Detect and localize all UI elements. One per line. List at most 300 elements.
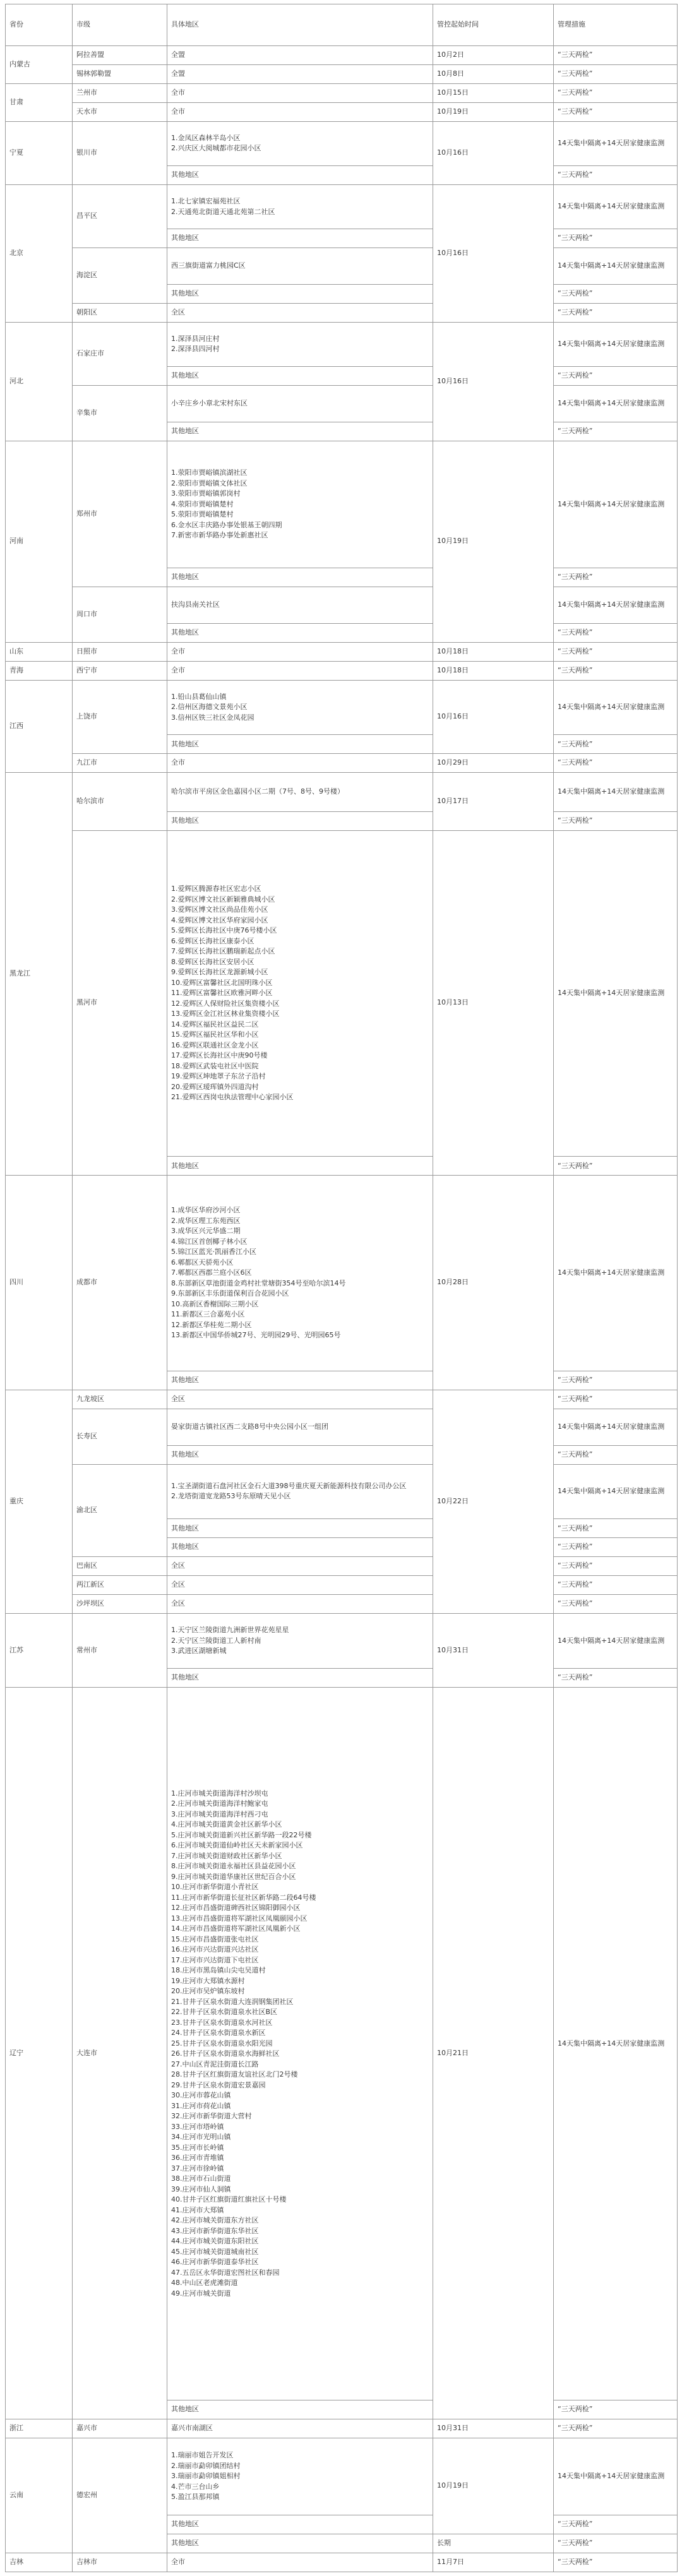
province-cell: 辽宁 <box>6 1687 73 2419</box>
measure-cell: “三天两检” <box>554 2553 678 2572</box>
header-start-time: 管控起始时间 <box>433 4 554 46</box>
measure-cell: “三天两检” <box>554 1668 678 1687</box>
province-cell: 宁夏 <box>6 121 73 184</box>
area-cell <box>167 121 433 165</box>
area-line: 18.爱辉区武装屯社区中医院 <box>171 1061 259 1070</box>
table-row <box>6 83 678 102</box>
area-line: 8.庄河市城关街道永福社区县益花园小区 <box>171 1862 296 1871</box>
area-cell: 其他地区 <box>167 166 433 185</box>
measure-cell: “三天两检” <box>554 735 678 754</box>
table-row <box>6 754 678 773</box>
province-cell: 四川 <box>6 1176 73 1390</box>
measure-cell: “三天两检” <box>554 1538 678 1557</box>
measure-cell: 14天集中隔离+14天居家健康监测 <box>554 587 678 623</box>
area-line: 2.信州区海德文景苑小区 <box>171 703 248 712</box>
area-line: 1.铅山县葛仙山镇 <box>171 692 227 701</box>
city-cell: 沙坪坝区 <box>73 1595 167 1614</box>
area-line: 1.北七家镇宏福苑社区 <box>171 197 241 206</box>
area-line: 15.庄河市昌盛街道张屯社区 <box>171 1935 259 1943</box>
area-line: 48.中山区老虎滩街道 <box>171 2279 238 2287</box>
measure-cell: 14天集中隔离+14天居家健康监测 <box>554 1687 678 2400</box>
measure-cell: “三天两检” <box>554 2419 678 2438</box>
area-line: 2.成华区理工东苑西区 <box>171 1216 241 1225</box>
area-line: 17.爱辉区长海社区中庚90号楼 <box>171 1051 268 1060</box>
area-cell: 全区 <box>167 1557 433 1576</box>
area-line: 34.庄河市光明山镇 <box>171 2133 231 2142</box>
area-line: 13.庄河市昌盛街道将军湖社区凤凰颐园小区 <box>171 1914 308 1923</box>
area-line: 5.爱辉区长海社区中庚76号楼小区 <box>171 926 277 935</box>
area-line: 2.天通苑北街道天通北苑第二社区 <box>171 207 275 216</box>
area-line: 8.爱辉区长海社区安居小区 <box>171 957 254 966</box>
area-line: 44.庄河市城关街道东阳社区 <box>171 2237 259 2246</box>
city-cell: 朝阳区 <box>73 303 167 322</box>
table-row <box>6 1687 678 2400</box>
measure-cell: “三天两检” <box>554 2515 678 2534</box>
table-row <box>6 303 678 322</box>
date-cell: 10月16日 <box>433 184 554 322</box>
area-cell: 其他地区 <box>167 735 433 754</box>
area-line: 1.宝圣湖街道石盘河社区金石大道398号重庆夏天新能源科技有限公司办公区 <box>171 1481 407 1490</box>
measure-cell: “三天两检” <box>554 2534 678 2553</box>
city-cell: 黑河市 <box>73 831 167 1176</box>
area-cell: 全盟 <box>167 46 433 65</box>
area-line: 2.兴庆区大阅城都市花园小区 <box>171 144 261 153</box>
province-cell: 青海 <box>6 661 73 680</box>
area-cell <box>167 1176 433 1371</box>
area-cell: 其他地区 <box>167 1371 433 1390</box>
date-cell: 10月29日 <box>433 754 554 773</box>
date-cell: 10月18日 <box>433 642 554 661</box>
measure-cell: “三天两检” <box>554 642 678 661</box>
measure-cell: 14天集中隔离+14天居家健康监测 <box>554 121 678 165</box>
date-cell: 10月16日 <box>433 680 554 754</box>
area-cell: 其他地区 <box>167 1519 433 1538</box>
city-cell: 德宏州 <box>73 2438 167 2553</box>
province-cell: 河北 <box>6 322 73 441</box>
area-line: 7.郫都区西郡兰庭小区6区 <box>171 1268 252 1277</box>
city-cell: 石家庄市 <box>73 322 167 385</box>
area-line: 5.庄河市城关街道新兴社区新华路一段22号楼 <box>171 1830 312 1839</box>
area-line: 3.信州区铁三社区金凤花园 <box>171 713 254 722</box>
measure-cell: “三天两检” <box>554 422 678 441</box>
area-cell: 全区 <box>167 1595 433 1614</box>
area-line: 32.庄河市新华街道大营村 <box>171 2112 252 2121</box>
area-line: 1.天宁区兰陵街道九洲新世界花苑星星 <box>171 1626 289 1635</box>
area-line: 9.爱辉区长海社区龙源新城小区 <box>171 968 268 977</box>
area-cell: 全区 <box>167 1576 433 1595</box>
area-line: 16.庄河市兴达街道兴达社区 <box>171 1945 259 1954</box>
measure-cell: “三天两检” <box>554 1390 678 1409</box>
table-row <box>6 1595 678 1614</box>
measure-cell: 14天集中隔离+14天居家健康监测 <box>554 1464 678 1519</box>
city-cell: 长寿区 <box>73 1409 167 1464</box>
date-cell: 10月16日 <box>433 322 554 441</box>
area-line: 3.成华区兴元华盛二期 <box>171 1227 241 1236</box>
city-cell: 巴南区 <box>73 1557 167 1576</box>
area-cell <box>167 441 433 568</box>
area-cell: 全市 <box>167 102 433 121</box>
area-cell <box>167 1687 433 2400</box>
measure-cell: “三天两检” <box>554 102 678 121</box>
area-line: 5.荥阳市贾峪镇楚村 <box>171 510 234 519</box>
header-province: 省份 <box>6 4 73 46</box>
measure-cell: 14天集中隔离+14天居家健康监测 <box>554 1176 678 1371</box>
date-cell: 10月19日 <box>433 102 554 121</box>
table-row <box>6 102 678 121</box>
area-line: 7.爱辉区长海社区鹏瑞新起点小区 <box>171 947 275 956</box>
date-cell: 10月19日 <box>433 2438 554 2534</box>
area-line: 7.新密市新华路办事处新惠社区 <box>171 531 268 540</box>
area-cell: 其他地区 <box>167 2534 433 2553</box>
area-line: 20.爱辉区瑷珲镇外四道沟村 <box>171 1082 259 1091</box>
measure-cell: “三天两检” <box>554 1519 678 1538</box>
area-line: 23.甘井子区泉水街道泉水河社区 <box>171 2018 273 2027</box>
date-cell: 10月17日 <box>433 773 554 831</box>
area-cell: 其他地区 <box>167 1157 433 1176</box>
province-cell: 江西 <box>6 680 73 773</box>
table-row <box>6 1464 678 1519</box>
header-measure: 管理措施 <box>554 4 678 46</box>
area-line: 31.庄河市荷花山镇 <box>171 2101 231 2110</box>
area-line: 1.爱辉区腾源春社区宏志小区 <box>171 885 261 893</box>
table-row <box>6 2419 678 2438</box>
area-cell: 其他地区 <box>167 367 433 386</box>
area-line: 37.庄河市徐岭镇 <box>171 2164 224 2173</box>
city-cell: 海淀区 <box>73 248 167 304</box>
area-line: 19.庄河市大郑镇水源村 <box>171 1976 245 1985</box>
measure-cell: 14天集中隔离+14天居家健康监测 <box>554 1409 678 1445</box>
area-line: 47.五岳区永华街道宏图社区和春园 <box>171 2268 280 2277</box>
area-line: 2.深泽县四河村 <box>171 345 220 354</box>
measure-cell: 14天集中隔离+14天居家健康监测 <box>554 248 678 285</box>
area-cell: 其他地区 <box>167 812 433 831</box>
area-line: 12.爱辉区人保财险社区集资楼小区 <box>171 999 280 1008</box>
province-cell: 吉林 <box>6 2553 73 2572</box>
measure-cell: 14天集中隔离+14天居家健康监测 <box>554 385 678 422</box>
measure-cell: “三天两检” <box>554 754 678 773</box>
table-row <box>6 1409 678 1445</box>
area-line: 28.甘井子区红旗街道友谊社区北门2号楼 <box>171 2070 298 2079</box>
area-line: 2.龙塔街道宽龙路53号东原晴天见小区 <box>171 1492 291 1501</box>
date-cell: 10月21日 <box>433 1687 554 2419</box>
province-cell: 江苏 <box>6 1613 73 1687</box>
area-line: 10.高新区香榭国际三期小区 <box>171 1299 259 1308</box>
area-line: 13.爱辉区金江社区林业集资楼小区 <box>171 1010 280 1018</box>
measure-cell: “三天两检” <box>554 229 678 248</box>
area-line: 6.郫都区天骄苑小区 <box>171 1258 234 1267</box>
date-cell: 10月18日 <box>433 661 554 680</box>
date-cell: 10月31日 <box>433 2419 554 2438</box>
area-line: 41.庄河市大郑镇 <box>171 2205 224 2214</box>
province-cell: 黑龙江 <box>6 773 73 1176</box>
measure-cell: “三天两检” <box>554 1576 678 1595</box>
area-cell: 其他地区 <box>167 568 433 587</box>
measure-cell: 14天集中隔离+14天居家健康监测 <box>554 441 678 568</box>
city-cell: 昌平区 <box>73 184 167 247</box>
area-line: 1.金凤区森林半岛小区 <box>171 133 241 142</box>
area-line: 1.深泽县河庄村 <box>171 334 220 343</box>
area-line: 12.新都区华桂苑二期小区 <box>171 1320 252 1329</box>
area-line: 26.甘井子区泉水街道泉水海鲜社区 <box>171 2049 280 2058</box>
area-line: 20.庄河市吴炉镇东坡村 <box>171 1987 245 1996</box>
province-cell: 云南 <box>6 2438 73 2553</box>
area-line: 5.盈江县那邦镇 <box>171 2493 220 2501</box>
area-line: 29.甘井子区泉水街道宏景嘉园 <box>171 2080 266 2089</box>
date-cell: 10月19日 <box>433 441 554 642</box>
measure-cell: “三天两检” <box>554 661 678 680</box>
measure-cell: “三天两检” <box>554 65 678 84</box>
area-cell: 全区 <box>167 1390 433 1409</box>
area-line: 15.爱辉区福民社区华和小区 <box>171 1030 259 1039</box>
area-line: 3.武进区湖塘新城 <box>171 1647 227 1655</box>
table-row <box>6 46 678 65</box>
table-row <box>6 1176 678 1371</box>
area-cell <box>167 1464 433 1519</box>
area-line: 43.庄河市新华街道东华社区 <box>171 2226 259 2235</box>
area-cell <box>167 831 433 1157</box>
area-cell: 其他地区 <box>167 1668 433 1687</box>
area-cell <box>167 2438 433 2515</box>
area-line: 21.甘井子区泉水街道大连润钢集团社区 <box>171 1997 294 2006</box>
city-cell: 九龙坡区 <box>73 1390 167 1409</box>
control-measures-table <box>5 4 678 2572</box>
area-line: 17.庄河市兴达街道下屯社区 <box>171 1955 259 1964</box>
area-cell: 其他地区 <box>167 2515 433 2534</box>
area-line: 14.爱辉区福民社区益民二区 <box>171 1020 259 1029</box>
area-line: 27.中山区青泥洼街道长江路 <box>171 2060 259 2068</box>
area-cell <box>167 322 433 366</box>
table-row <box>6 121 678 165</box>
area-cell <box>167 184 433 229</box>
table-row <box>6 184 678 229</box>
area-line: 39.庄河市仙人洞镇 <box>171 2185 231 2193</box>
city-cell: 九江市 <box>73 754 167 773</box>
city-cell: 常州市 <box>73 1613 167 1687</box>
area-line: 25.甘井子区泉水街道泉水阳光园 <box>171 2039 273 2048</box>
city-cell: 两江新区 <box>73 1576 167 1595</box>
measure-cell: “三天两检” <box>554 623 678 642</box>
city-cell: 成都市 <box>73 1176 167 1390</box>
area-cell: 其他地区 <box>167 229 433 248</box>
area-cell: 全盟 <box>167 65 433 84</box>
area-cell: 晏家街道古镇社区西二支路8号中央公园小区一组团 <box>167 1409 433 1445</box>
measure-cell: “三天两检” <box>554 812 678 831</box>
area-line: 33.庄河市塔岭镇 <box>171 2122 224 2131</box>
area-line: 9.东部新区丰乐街道保利百合花园小区 <box>171 1289 289 1298</box>
area-cell: 其他地区 <box>167 1445 433 1464</box>
area-line: 1.成华区华府沙河小区 <box>171 1206 241 1215</box>
area-line: 6.金水区丰庆路办事处银基王朝四期 <box>171 520 282 529</box>
area-line: 40.甘井子区红旗街道红旗社区十号楼 <box>171 2195 287 2204</box>
area-cell: 哈尔滨市平房区金色嘉园小区二期（7号、8号、9号楼） <box>167 773 433 812</box>
area-cell <box>167 1613 433 1668</box>
area-line: 3.荥阳市贾峪镇郭岗村 <box>171 489 241 498</box>
area-cell: 其他地区 <box>167 1538 433 1557</box>
area-cell: 全市 <box>167 661 433 680</box>
area-cell: 全市 <box>167 642 433 661</box>
area-cell <box>167 680 433 735</box>
date-cell: 11月7日 <box>433 2553 554 2572</box>
header-area: 具体地区 <box>167 4 433 46</box>
area-cell: 其他地区 <box>167 2400 433 2419</box>
area-line: 35.庄河市长岭镇 <box>171 2143 224 2152</box>
city-cell: 大连市 <box>73 1687 167 2419</box>
area-line: 14.庄河市昌盛街道将军湖社区凤凰新小区 <box>171 1924 301 1933</box>
area-line: 13.新都区中国华侨城27号、光明园29号、光明园65号 <box>171 1331 341 1340</box>
area-line: 16.爱辉区联通社区金龙小区 <box>171 1041 259 1049</box>
area-line: 22.甘井子区泉水街道泉水社区B区 <box>171 2008 278 2017</box>
province-cell: 山东 <box>6 642 73 661</box>
measure-cell: 14天集中隔离+14天居家健康监测 <box>554 322 678 366</box>
area-line: 11.庄河市新华街道长征社区新华路二段64号楼 <box>171 1893 316 1902</box>
area-line: 4.荥阳市贾峪镇楚村 <box>171 499 234 508</box>
header-city: 市级 <box>73 4 167 46</box>
table-row <box>6 587 678 623</box>
area-line: 10.庄河市新华街道小青社区 <box>171 1883 259 1892</box>
table-row <box>6 248 678 285</box>
measure-cell: “三天两检” <box>554 303 678 322</box>
table-row <box>6 322 678 366</box>
area-line: 3.庄河市城关街道海洋村西刁屯 <box>171 1810 268 1818</box>
area-line: 1.荥阳市贾峪镇滨湖社区 <box>171 468 248 477</box>
city-cell: 阿拉善盟 <box>73 46 167 65</box>
province-cell: 内蒙古 <box>6 46 73 84</box>
measure-cell: “三天两检” <box>554 2400 678 2419</box>
city-cell: 郑州市 <box>73 441 167 587</box>
measure-cell: “三天两检” <box>554 568 678 587</box>
province-cell: 北京 <box>6 184 73 322</box>
area-line: 5.锦江区蓝光·凯丽香江小区 <box>171 1248 256 1256</box>
area-line: 2.爱辉区博文社区新颖雅典城小区 <box>171 895 275 903</box>
area-line: 4.芒市三台山乡 <box>171 2482 220 2491</box>
measure-cell: 14天集中隔离+14天居家健康监测 <box>554 773 678 812</box>
area-line: 10.爱辉区富馨社区北国明珠小区 <box>171 978 273 987</box>
measure-cell: “三天两检” <box>554 1157 678 1176</box>
area-line: 11.新都区三合嘉苑小区 <box>171 1310 245 1319</box>
table-row <box>6 65 678 84</box>
area-line: 4.爱辉区博文社区华府家园小区 <box>171 915 268 924</box>
city-cell: 日照市 <box>73 642 167 661</box>
table-row <box>6 680 678 735</box>
date-cell: 10月22日 <box>433 1390 554 1613</box>
city-cell: 渝北区 <box>73 1464 167 1557</box>
date-cell: 10月13日 <box>433 831 554 1176</box>
province-cell: 浙江 <box>6 2419 73 2438</box>
date-cell: 10月16日 <box>433 121 554 184</box>
measure-cell: “三天两检” <box>554 1371 678 1390</box>
measure-cell: “三天两检” <box>554 166 678 185</box>
table-row <box>6 2438 678 2515</box>
area-line: 2.荥阳市贾峪镇文体社区 <box>171 479 248 487</box>
measure-cell: 14天集中隔离+14天居家健康监测 <box>554 1613 678 1668</box>
area-line: 38.庄河市石山街道 <box>171 2174 231 2183</box>
table-row <box>6 1576 678 1595</box>
table-row <box>6 773 678 812</box>
area-cell: 扶沟县南关社区 <box>167 587 433 623</box>
area-line: 21.爱辉区西岗屯执法管理中心家园小区 <box>171 1093 294 1102</box>
city-cell: 哈尔滨市 <box>73 773 167 831</box>
area-cell: 嘉兴市南湖区 <box>167 2419 433 2438</box>
area-line: 7.庄河市城关街道财政社区新华小区 <box>171 1851 282 1860</box>
area-cell: 全市 <box>167 2553 433 2572</box>
province-cell: 重庆 <box>6 1390 73 1613</box>
area-line: 6.爱辉区长海社区康泰小区 <box>171 936 254 945</box>
measure-cell: 14天集中隔离+14天居家健康监测 <box>554 831 678 1157</box>
area-line: 30.庄河市蓉花山镇 <box>171 2091 231 2100</box>
area-line: 49.庄河市城关街道 <box>171 2289 231 2298</box>
measure-cell: “三天两检” <box>554 1445 678 1464</box>
area-line: 8.东部新区草池街道金鸡村社堂塘街354号至哈尔滨14号 <box>171 1279 346 1287</box>
area-line: 4.庄河市城关街道黄金社区新华小区 <box>171 1820 282 1829</box>
area-line: 2.天宁区兰陵街道工人新村南 <box>171 1636 261 1645</box>
city-cell: 吉林市 <box>73 2553 167 2572</box>
area-line: 36.庄河市青堆镇 <box>171 2154 224 2162</box>
city-cell: 辛集市 <box>73 385 167 441</box>
area-line: 6.庄河市城关街道仙岭社区天未新家园小区 <box>171 1841 303 1850</box>
city-cell: 嘉兴市 <box>73 2419 167 2438</box>
area-line: 3.瑞丽市勐卯镇姐相村 <box>171 2472 241 2481</box>
city-cell: 锡林郭勒盟 <box>73 65 167 84</box>
area-cell: 其他地区 <box>167 422 433 441</box>
table-row <box>6 2553 678 2572</box>
measure-cell: “三天两检” <box>554 284 678 303</box>
area-cell: 全区 <box>167 303 433 322</box>
date-cell: 10月15日 <box>433 83 554 102</box>
area-cell: 全市 <box>167 83 433 102</box>
city-cell: 周口市 <box>73 587 167 642</box>
table-row <box>6 1557 678 1576</box>
measure-cell: “三天两检” <box>554 83 678 102</box>
area-cell: 全市 <box>167 754 433 773</box>
table-row <box>6 831 678 1157</box>
measure-cell: “三天两检” <box>554 1595 678 1614</box>
measure-cell: 14天集中隔离+14天居家健康监测 <box>554 184 678 229</box>
area-line: 3.爱辉区博文社区尚品佳苑小区 <box>171 905 268 914</box>
area-line: 19.爱辉区坤地罩子东岔子沿村 <box>171 1072 266 1081</box>
date-cell: 10月28日 <box>433 1176 554 1390</box>
area-cell: 小辛庄乡小章北宋村东区 <box>167 385 433 422</box>
area-line: 4.锦江区首创椰子林小区 <box>171 1237 248 1246</box>
area-line: 9.庄河市城关街道华康社区世纪百合小区 <box>171 1872 296 1881</box>
province-cell: 河南 <box>6 441 73 642</box>
area-line: 1.瑞丽市姐告开发区 <box>171 2451 234 2460</box>
area-cell: 西三旗街道富力桃园C区 <box>167 248 433 285</box>
date-cell: 长期 <box>433 2534 554 2553</box>
date-cell: 10月31日 <box>433 1613 554 1687</box>
area-line: 45.庄河市城关街道城南社区 <box>171 2247 259 2256</box>
area-line: 11.爱辉区富馨社区欧雅河畔小区 <box>171 989 273 998</box>
measure-cell: “三天两检” <box>554 367 678 386</box>
measure-cell: “三天两检” <box>554 46 678 65</box>
date-cell: 10月2日 <box>433 46 554 65</box>
area-line: 12.庄河市昌盛街道碑西社区锦阳御园小区 <box>171 1904 301 1912</box>
measure-cell: 14天集中隔离+14天居家健康监测 <box>554 680 678 735</box>
area-cell: 其他地区 <box>167 284 433 303</box>
header-row <box>6 4 678 46</box>
city-cell: 银川市 <box>73 121 167 184</box>
city-cell: 兰州市 <box>73 83 167 102</box>
table-row <box>6 642 678 661</box>
date-cell: 10月8日 <box>433 65 554 84</box>
area-line: 42.庄河市城关街道东方社区 <box>171 2216 259 2225</box>
area-line: 24.甘井子区泉水街道泉水新区 <box>171 2029 266 2037</box>
area-line: 18.庄河市黑岛镇山尖屯吴道村 <box>171 1966 266 1975</box>
measure-cell: “三天两检” <box>554 1557 678 1576</box>
table-row <box>6 661 678 680</box>
city-cell: 天水市 <box>73 102 167 121</box>
area-line: 2.庄河市城关街道海洋村鲍家屯 <box>171 1799 268 1808</box>
area-line: 1.庄河市城关街道海洋村沙坝屯 <box>171 1789 268 1798</box>
